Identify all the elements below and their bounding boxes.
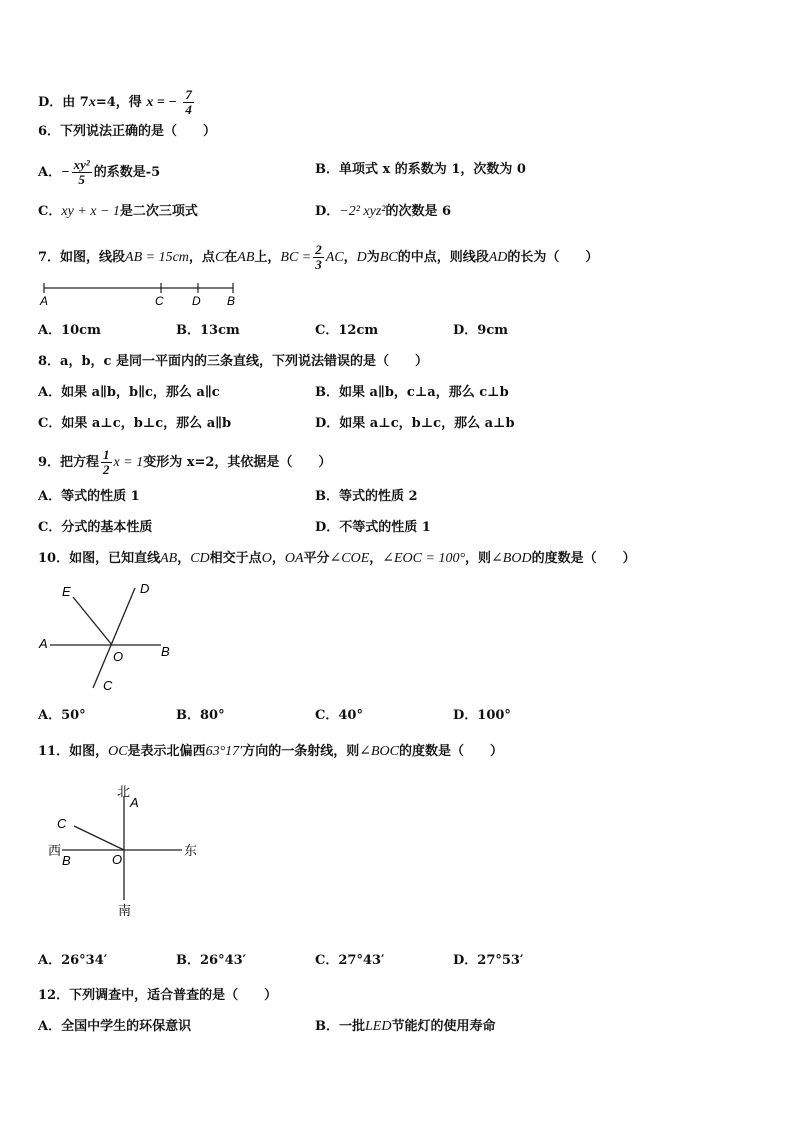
q12-option-b: B．一批LED节能灯的使用寿命	[315, 1019, 496, 1034]
q6-option-d: D．−2² xyz²的次数是 6	[315, 204, 452, 219]
q5-option-d: D．由 7x=4，得 x = − $\frac{7}{4}$	[38, 87, 192, 117]
q9-stem: 9．把方程 $\frac{1}{2}$ x = 1变形为 x=2，其依据是（ ）	[38, 447, 332, 477]
q10-option-b: B．80°	[176, 708, 225, 723]
q8-option-d: D．如果 a⊥c，b⊥c，那么 a⊥b	[315, 416, 515, 431]
q9-option-a: A．等式的性质 1	[38, 489, 140, 504]
q12-option-a: A．全国中学生的环保意识	[38, 1019, 192, 1034]
q10-option-a: A．50°	[38, 708, 86, 723]
q11-stem: 11．如图，OC是表示北偏西63°17′方向的一条射线，则∠BOC的度数是（ ）	[38, 744, 503, 759]
fraction-2-3: $\frac{2}{3}$	[315, 242, 322, 272]
q7-label-d: D	[192, 294, 201, 308]
q7-stem: 7．如图，线段AB = 15cm，点C在AB上，BC = $\frac{2}{3}$ AC，D为BC的中点，则线段AD的长为（ ）	[38, 242, 599, 272]
q11-option-c: C．27°43′	[315, 953, 385, 968]
fraction-7-4: $\frac{7}{4}$	[185, 87, 192, 117]
q11-option-a: A．26°34′	[38, 953, 108, 968]
q10-option-d: D．100°	[453, 708, 511, 723]
q10-label-d: D	[140, 581, 150, 596]
q11-compass-figure	[40, 782, 210, 922]
q11-label-west: 西	[48, 843, 62, 858]
q11-option-d: D．27°53′	[453, 953, 524, 968]
q10-figure	[36, 578, 186, 696]
q9-option-b: B．等式的性质 2	[315, 489, 418, 504]
q11-label-c: C	[57, 816, 67, 831]
q8-option-a: A．如果 a∥b，b∥c，那么 a∥c	[38, 385, 220, 400]
q11-label-east: 东	[184, 843, 198, 858]
q10-label-b: B	[161, 644, 170, 659]
q9-option-d: D．不等式的性质 1	[315, 520, 431, 535]
q10-label-e: E	[62, 584, 71, 599]
q6-option-a: A．− $\frac{\text{xy²}}{5}$ 的系数是-5	[38, 157, 161, 187]
q11-label-a: A	[130, 795, 139, 810]
q8-stem: 8．a，b，c 是同一平面内的三条直线，下列说法错误的是（ ）	[38, 354, 429, 369]
q9-option-c: C．分式的基本性质	[38, 520, 153, 535]
q6-stem: 6．下列说法正确的是（ ）	[38, 124, 217, 139]
q10-stem: 10．如图，已知直线AB，CD相交于点O，OA平分∠COE，∠EOC = 100°，则∠BOD的度数是（ ）	[38, 551, 636, 566]
q7-label-b: B	[227, 294, 236, 308]
q7-option-d: D．9cm	[453, 323, 508, 338]
q7-label-c: C	[155, 294, 164, 308]
q8-option-b: B．如果 a∥b，c⊥a，那么 c⊥b	[315, 385, 509, 400]
q7-option-c: C．12cm	[315, 323, 379, 338]
q7-segment-figure	[36, 280, 246, 308]
q10-option-c: C．40°	[315, 708, 363, 723]
q8-option-c: C．如果 a⊥c，b⊥c，那么 a∥b	[38, 416, 232, 431]
q11-label-north: 北	[117, 784, 131, 799]
fraction-1-2: $\frac{1}{2}$	[103, 447, 110, 477]
q12-stem: 12．下列调查中，适合普查的是（ ）	[38, 988, 278, 1003]
q7-option-a: A．10cm	[38, 323, 101, 338]
q11-label-b: B	[62, 853, 71, 868]
fraction-xy2-5: $\frac{\text{xy²}}{5}$	[73, 157, 90, 187]
q11-option-b: B．26°43′	[176, 953, 247, 968]
q11-label-o: O	[112, 852, 123, 867]
q6-option-c: C．xy + x − 1是二次三项式	[38, 204, 198, 219]
q7-option-b: B．13cm	[176, 323, 240, 338]
q10-label-a: A	[39, 636, 48, 651]
q10-label-o: O	[113, 649, 124, 664]
q7-label-a: A	[40, 294, 49, 308]
q11-label-south: 南	[118, 903, 132, 918]
q10-label-c: C	[103, 678, 113, 693]
q6-option-b: B．单项式 x 的系数为 1，次数为 0	[315, 162, 526, 177]
